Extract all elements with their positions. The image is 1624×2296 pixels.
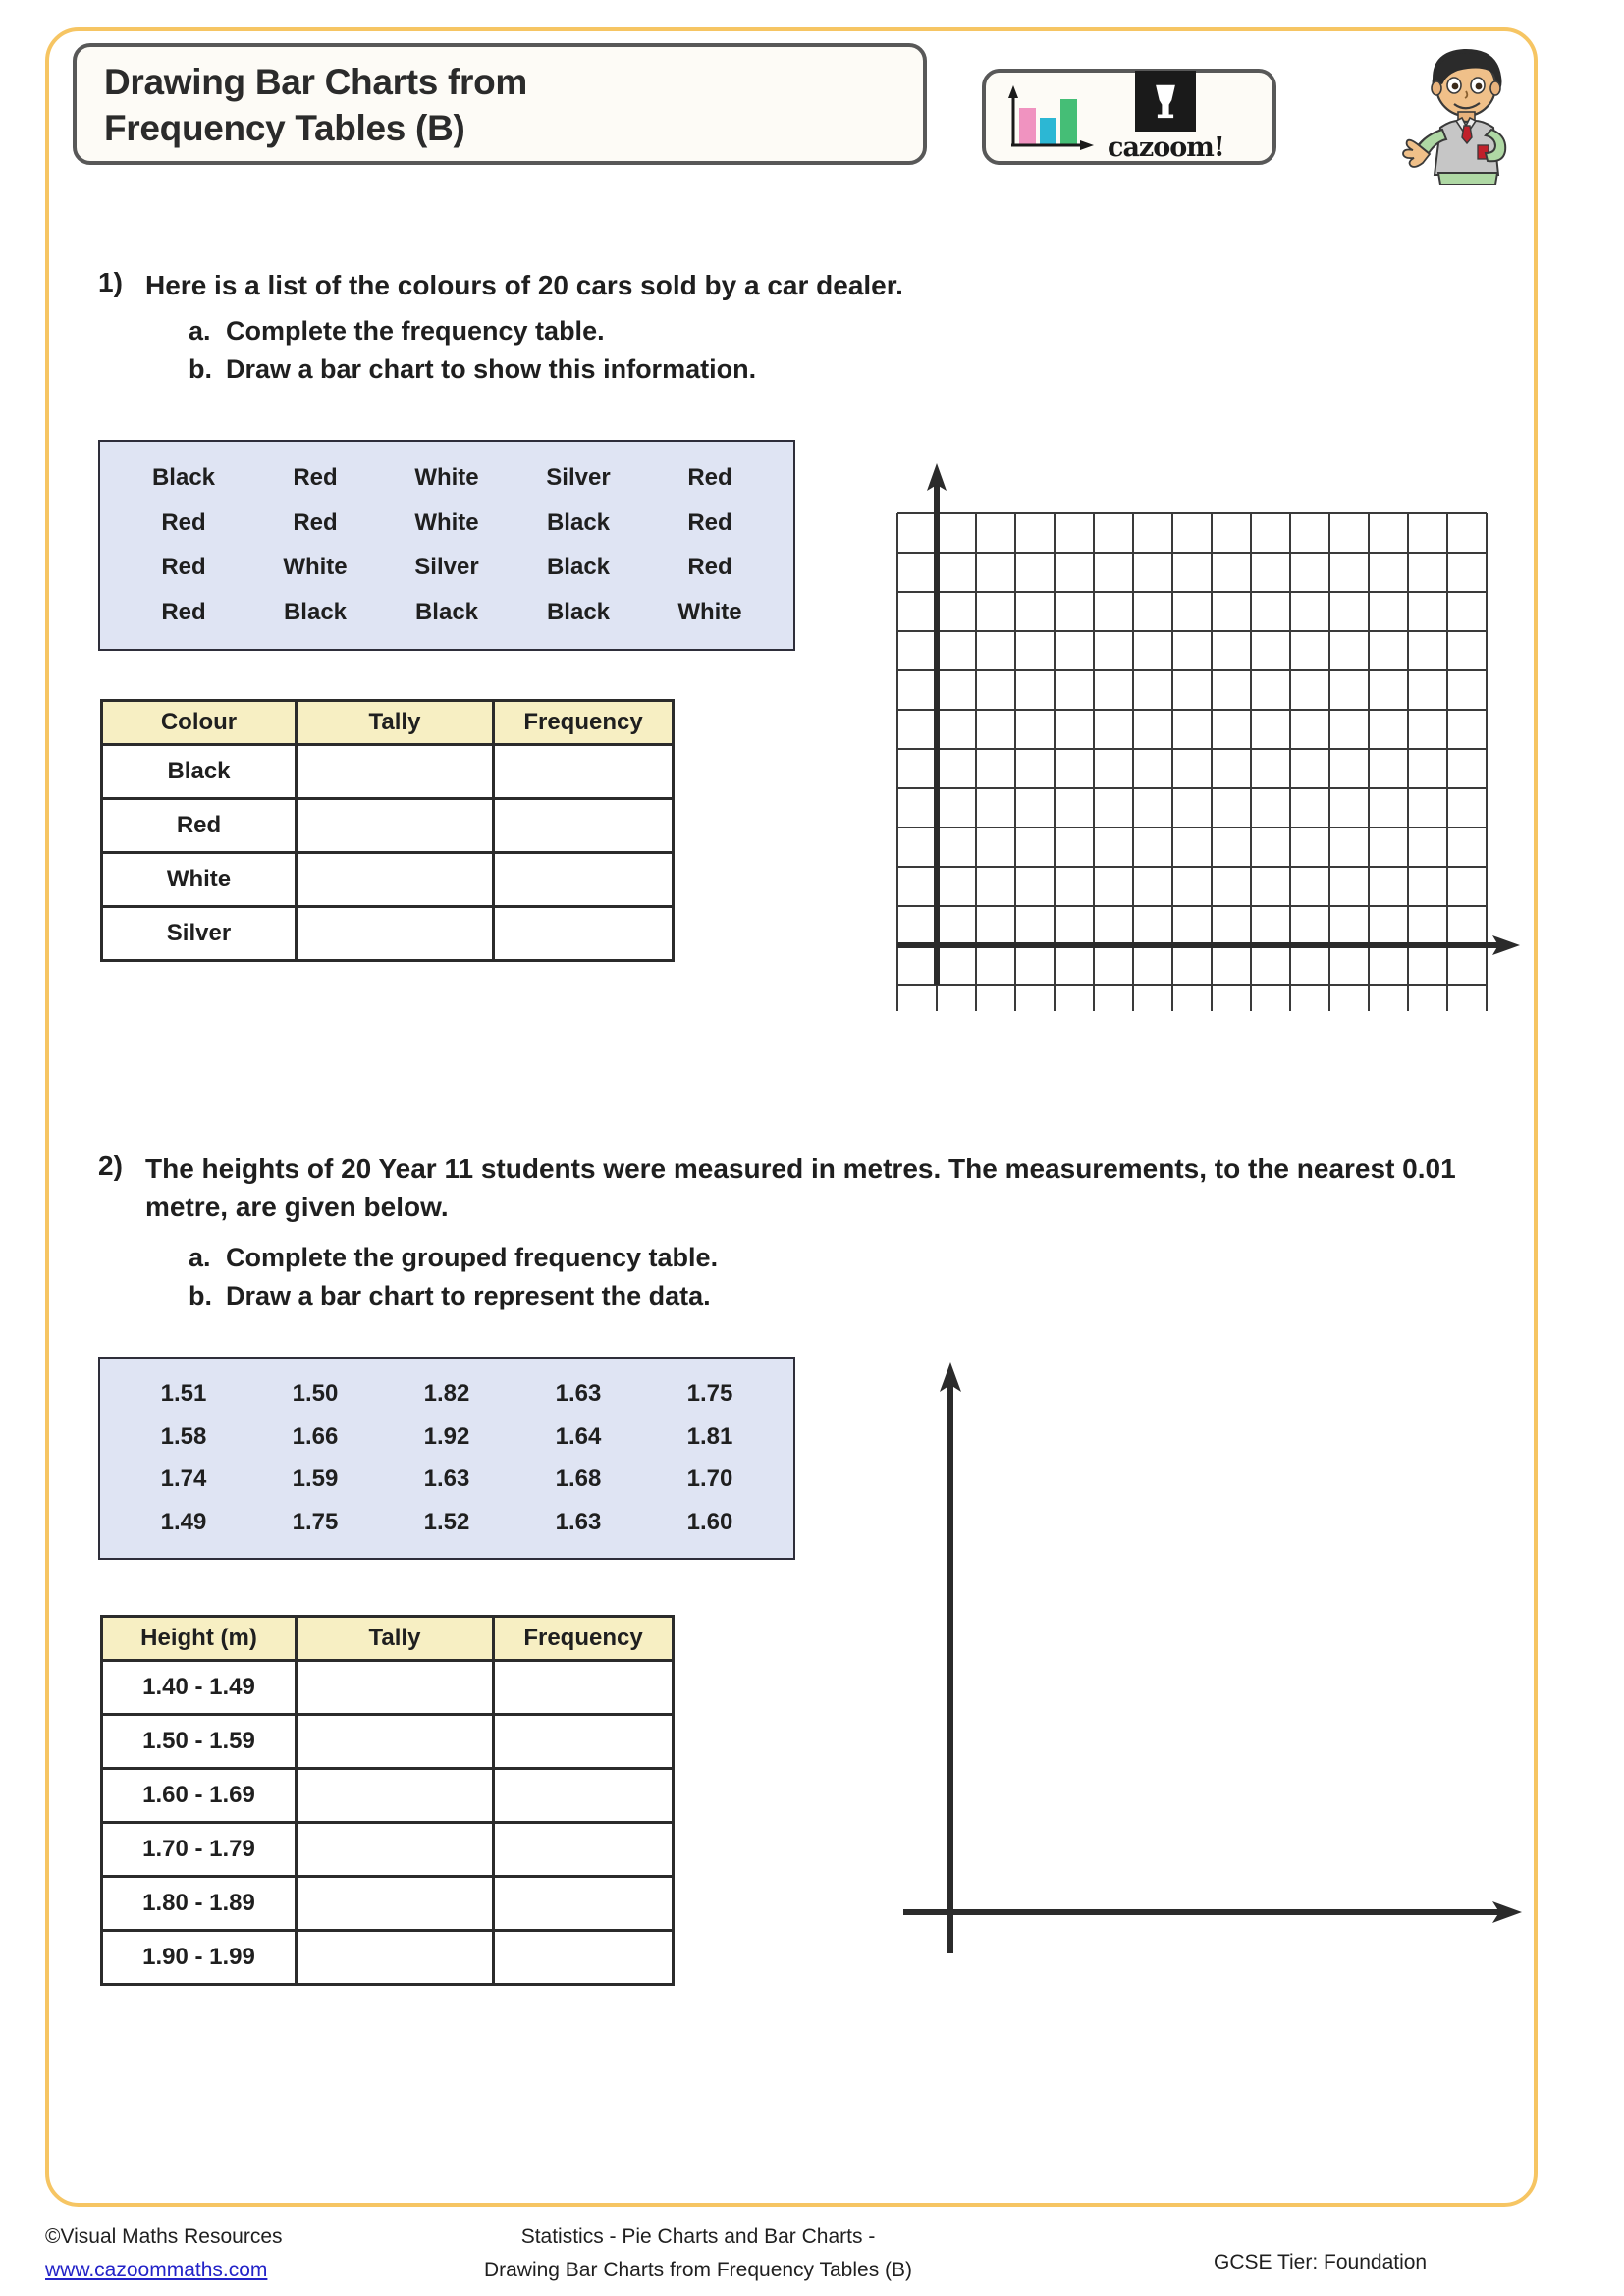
- data-row: [118, 464, 776, 492]
- question-2-part-a-text: Complete the grouped frequency table.: [226, 1243, 719, 1272]
- question-2-parts: [189, 1239, 718, 1315]
- data-cell: 1.75: [292, 1509, 339, 1536]
- data-cell: 1.60: [686, 1509, 733, 1536]
- tally-input-cell[interactable]: [297, 1715, 494, 1769]
- footer-topic-line-2: Drawing Bar Charts from Frequency Tables (B): [483, 2258, 913, 2281]
- page-title-line-2: Frequency Tables (B): [104, 108, 465, 149]
- question-1-part-a-text: Complete the frequency table.: [226, 316, 605, 346]
- row-label-cell: 1.40 - 1.49: [102, 1661, 297, 1715]
- data-cell: Red: [687, 508, 732, 536]
- question-1-number: 1): [98, 267, 123, 297]
- data-cell: 1.82: [423, 1379, 470, 1407]
- data-cell: Red: [161, 508, 206, 536]
- tally-input-cell[interactable]: [297, 1769, 494, 1823]
- data-cell: 1.51: [160, 1379, 207, 1407]
- data-cell: 1.63: [555, 1509, 602, 1536]
- question-2-part-a-letter: a.: [189, 1243, 211, 1272]
- row-label-cell: 1.60 - 1.69: [102, 1769, 297, 1823]
- row-label-cell: White: [102, 853, 297, 907]
- footer-tier: GCSE Tier: Foundation: [1214, 2251, 1428, 2273]
- data-row: [118, 1509, 776, 1536]
- question-2-part-b: [189, 1277, 718, 1315]
- tally-input-cell[interactable]: [297, 1931, 494, 1985]
- worksheet-title-box: [73, 43, 927, 165]
- data-cell: Black: [546, 508, 611, 536]
- frequency-input-cell[interactable]: [494, 1877, 674, 1931]
- data-cell: Red: [161, 599, 206, 626]
- data-row: [118, 1380, 776, 1408]
- student-mascot-illustration: [1399, 37, 1537, 185]
- question-2-stem: The heights of 20 Year 11 students were measured in metres. The measurements, to the nearest 0.01 metre, are given below.: [145, 1153, 1456, 1222]
- data-cell: Silver: [546, 463, 611, 491]
- tally-input-cell[interactable]: [297, 1877, 494, 1931]
- tally-input-cell[interactable]: [297, 1823, 494, 1877]
- question-1-parts: [189, 312, 756, 389]
- column-header-colour: Colour: [102, 701, 297, 745]
- data-cell: 1.49: [160, 1509, 207, 1536]
- tally-input-cell[interactable]: [297, 745, 494, 799]
- question-1-part-a: [189, 312, 756, 350]
- data-cell: 1.66: [292, 1422, 339, 1450]
- question-1-frequency-table: [100, 699, 675, 962]
- table-row: [102, 1823, 674, 1877]
- cazoom-logo-box: [982, 69, 1276, 165]
- row-label-cell: Black: [102, 745, 297, 799]
- question-1-part-b-letter: b.: [189, 354, 212, 385]
- data-cell: 1.92: [423, 1422, 470, 1450]
- data-cell: 1.64: [555, 1422, 602, 1450]
- question-2-part-b-letter: b.: [189, 1281, 212, 1311]
- data-cell: 1.74: [160, 1466, 207, 1493]
- data-cell: Silver: [414, 554, 479, 581]
- question-2-bar-chart-axes[interactable]: [884, 1345, 1551, 1973]
- column-header-height: Height (m): [102, 1617, 297, 1661]
- cazoom-wordmark: cazoom!: [1108, 133, 1224, 163]
- question-1-part-b: [189, 350, 756, 389]
- frequency-input-cell[interactable]: [494, 1715, 674, 1769]
- data-cell: 1.70: [686, 1466, 733, 1493]
- row-label-cell: 1.80 - 1.89: [102, 1877, 297, 1931]
- data-cell: 1.59: [292, 1466, 339, 1493]
- data-cell: 1.68: [555, 1466, 602, 1493]
- footer-topic: [384, 2220, 1012, 2286]
- footer-website-link[interactable]: www.cazoommaths.com: [45, 2258, 268, 2281]
- data-cell: 1.81: [686, 1422, 733, 1450]
- cazoom-brand: [1108, 71, 1224, 163]
- row-label-cell: Red: [102, 799, 297, 853]
- page-title-line-1: Drawing Bar Charts from: [104, 62, 528, 102]
- column-header-tally: Tally: [297, 1617, 494, 1661]
- table-row: [102, 853, 674, 907]
- table-row: [102, 1877, 674, 1931]
- question-2-number: 2): [98, 1150, 123, 1181]
- data-cell: Red: [293, 508, 338, 536]
- data-cell: 1.63: [423, 1466, 470, 1493]
- data-cell: 1.63: [555, 1379, 602, 1407]
- question-2-data-box: [98, 1357, 795, 1560]
- data-cell: Red: [687, 554, 732, 581]
- footer-credits: [45, 2220, 283, 2286]
- table-row: [102, 1661, 674, 1715]
- data-row: [118, 1423, 776, 1451]
- hourglass-icon: [1135, 71, 1196, 132]
- data-cell: 1.75: [686, 1379, 733, 1407]
- table-header-row: [102, 1617, 674, 1661]
- table-row: [102, 907, 674, 961]
- frequency-input-cell[interactable]: [494, 1931, 674, 1985]
- bar-chart-icon: [1003, 80, 1098, 153]
- frequency-input-cell[interactable]: [494, 1823, 674, 1877]
- question-2-grouped-frequency-table: [100, 1615, 675, 1986]
- tally-input-cell[interactable]: [297, 853, 494, 907]
- table-row: [102, 799, 674, 853]
- question-1-part-b-text: Draw a bar chart to show this information.: [226, 354, 757, 385]
- question-1-stem: Here is a list of the colours of 20 cars sold by a car dealer.: [145, 270, 903, 300]
- question-1-part-a-letter: a.: [189, 316, 211, 346]
- data-cell: Red: [293, 463, 338, 491]
- table-row: [102, 1715, 674, 1769]
- data-cell: 1.50: [292, 1379, 339, 1407]
- frequency-input-cell[interactable]: [494, 1769, 674, 1823]
- frequency-input-cell[interactable]: [494, 1661, 674, 1715]
- data-cell: White: [414, 508, 479, 536]
- data-cell: Black: [546, 554, 611, 581]
- row-label-cell: 1.70 - 1.79: [102, 1823, 297, 1877]
- frequency-input-cell[interactable]: [494, 907, 674, 961]
- footer-topic-line-1: Statistics - Pie Charts and Bar Charts -: [520, 2225, 876, 2248]
- data-cell: White: [677, 599, 742, 626]
- question-2-part-a: [189, 1239, 718, 1277]
- frequency-input-cell[interactable]: [494, 799, 674, 853]
- tally-input-cell[interactable]: [297, 907, 494, 961]
- data-row: [118, 599, 776, 626]
- page-footer: [45, 2220, 1577, 2295]
- row-label-cell: 1.90 - 1.99: [102, 1931, 297, 1985]
- row-label-cell: Silver: [102, 907, 297, 961]
- data-cell: Red: [687, 463, 732, 491]
- question-2-part-b-text: Draw a bar chart to represent the data.: [226, 1281, 711, 1311]
- data-cell: White: [283, 554, 348, 581]
- column-header-frequency: Frequency: [494, 701, 674, 745]
- table-header-row: [102, 701, 674, 745]
- question-1-data-box: [98, 440, 795, 651]
- tally-input-cell[interactable]: [297, 799, 494, 853]
- data-cell: Black: [283, 599, 348, 626]
- frequency-input-cell[interactable]: [494, 853, 674, 907]
- data-row: [118, 554, 776, 581]
- page-title: [104, 59, 909, 152]
- data-row: [118, 1466, 776, 1493]
- tally-input-cell[interactable]: [297, 1661, 494, 1715]
- data-cell: Black: [414, 599, 479, 626]
- table-row: [102, 1931, 674, 1985]
- frequency-input-cell[interactable]: [494, 745, 674, 799]
- table-row: [102, 745, 674, 799]
- column-header-tally: Tally: [297, 701, 494, 745]
- data-cell: 1.52: [423, 1509, 470, 1536]
- column-header-frequency: Frequency: [494, 1617, 674, 1661]
- footer-copyright: ©Visual Maths Resources: [45, 2225, 283, 2248]
- table-row: [102, 1769, 674, 1823]
- data-cell: Black: [546, 599, 611, 626]
- row-label-cell: 1.50 - 1.59: [102, 1715, 297, 1769]
- data-cell: 1.58: [160, 1422, 207, 1450]
- data-cell: White: [414, 463, 479, 491]
- question-1-bar-chart-grid[interactable]: [884, 461, 1551, 1011]
- data-row: [118, 509, 776, 537]
- data-cell: Red: [161, 554, 206, 581]
- data-cell: Black: [151, 463, 216, 491]
